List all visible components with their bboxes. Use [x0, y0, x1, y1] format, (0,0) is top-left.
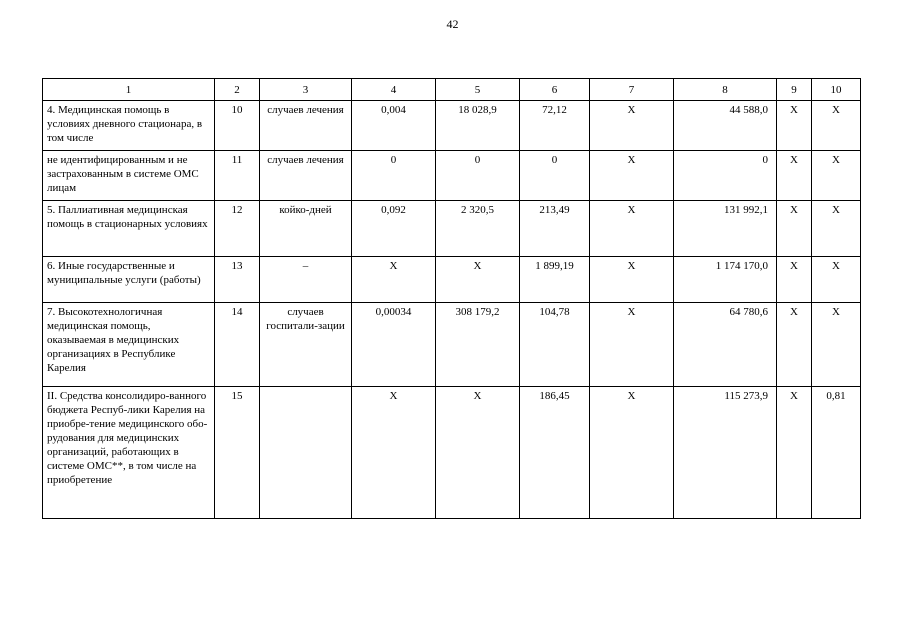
column-number: 6	[520, 79, 590, 101]
row-label: 6. Иные государственные и муниципальные услуги (работы)	[43, 257, 215, 303]
table-cell: X	[436, 387, 520, 519]
table-cell: X	[590, 257, 674, 303]
table-cell: 0,00034	[352, 303, 436, 387]
table-cell: 0,092	[352, 201, 436, 257]
column-number: 7	[590, 79, 674, 101]
table-cell: X	[777, 257, 812, 303]
table-cell: 13	[215, 257, 260, 303]
column-number: 5	[436, 79, 520, 101]
table-cell: X	[812, 151, 861, 201]
table-cell	[260, 387, 352, 519]
column-number: 4	[352, 79, 436, 101]
table-cell: 0	[352, 151, 436, 201]
column-number: 2	[215, 79, 260, 101]
table-cell: X	[777, 151, 812, 201]
table-cell: 64 780,6	[674, 303, 777, 387]
column-number: 8	[674, 79, 777, 101]
row-label: не идентифицированным и не застрахованным в системе ОМС лицам	[43, 151, 215, 201]
table-row	[43, 303, 861, 387]
table-cell: 0	[520, 151, 590, 201]
table-cell: 213,49	[520, 201, 590, 257]
table-cell: X	[777, 303, 812, 387]
row-label: 4. Медицинская помощь в условиях дневного стационара, в том числе	[43, 101, 215, 151]
table-cell: 11	[215, 151, 260, 201]
table-cell: X	[777, 387, 812, 519]
table-cell: 308 179,2	[436, 303, 520, 387]
table-cell: X	[812, 303, 861, 387]
column-number-row	[43, 79, 861, 101]
table-cell: 0	[674, 151, 777, 201]
table-cell: 0	[436, 151, 520, 201]
table-cell: 186,45	[520, 387, 590, 519]
table-row	[43, 101, 861, 151]
table-cell: 1 899,19	[520, 257, 590, 303]
table-cell: X	[352, 257, 436, 303]
table-body	[43, 79, 861, 519]
table-cell: X	[590, 101, 674, 151]
table-cell: случаев лечения	[260, 151, 352, 201]
table-cell: 0,004	[352, 101, 436, 151]
table-cell: X	[590, 303, 674, 387]
table-cell: 2 320,5	[436, 201, 520, 257]
table-cell: случаев лечения	[260, 101, 352, 151]
table-cell: X	[436, 257, 520, 303]
table-cell: X	[777, 201, 812, 257]
table-cell: X	[777, 101, 812, 151]
table-cell: 14	[215, 303, 260, 387]
financing-table	[42, 78, 861, 519]
table-cell: 115 273,9	[674, 387, 777, 519]
row-label: 7. Высокотехнологичная медицинская помощь, оказываемая в медицинских организациях в Республике Карелия	[43, 303, 215, 387]
table-cell: X	[590, 151, 674, 201]
table-cell: 44 588,0	[674, 101, 777, 151]
table-cell: X	[812, 101, 861, 151]
column-number: 1	[43, 79, 215, 101]
table-cell: 12	[215, 201, 260, 257]
table-row	[43, 257, 861, 303]
row-label: 5. Паллиативная медицинская помощь в стационарных условиях	[43, 201, 215, 257]
column-number: 9	[777, 79, 812, 101]
table-cell: случаев госпитали-зации	[260, 303, 352, 387]
table-cell: X	[590, 387, 674, 519]
table-cell: X	[352, 387, 436, 519]
table-cell: 10	[215, 101, 260, 151]
column-number: 3	[260, 79, 352, 101]
table-cell: 1 174 170,0	[674, 257, 777, 303]
table-row	[43, 151, 861, 201]
table-cell: 15	[215, 387, 260, 519]
row-label: II. Средства консолидиро-ванного бюджета Респуб-лики Карелия на приобре-тение медицинского обо-рудования для медицинских организаций, работающих в системе ОМС**, в том числе на приобретение	[43, 387, 215, 519]
table-cell: 131 992,1	[674, 201, 777, 257]
table-cell: 72,12	[520, 101, 590, 151]
table-cell: 18 028,9	[436, 101, 520, 151]
table-cell: X	[590, 201, 674, 257]
page-number: 42	[446, 17, 459, 31]
table-cell: X	[812, 257, 861, 303]
column-number: 10	[812, 79, 861, 101]
table-cell: койко-дней	[260, 201, 352, 257]
table-row	[43, 201, 861, 257]
table-cell: –	[260, 257, 352, 303]
table-cell: X	[812, 201, 861, 257]
table-cell: 0,81	[812, 387, 861, 519]
table-row	[43, 387, 861, 519]
table-cell: 104,78	[520, 303, 590, 387]
